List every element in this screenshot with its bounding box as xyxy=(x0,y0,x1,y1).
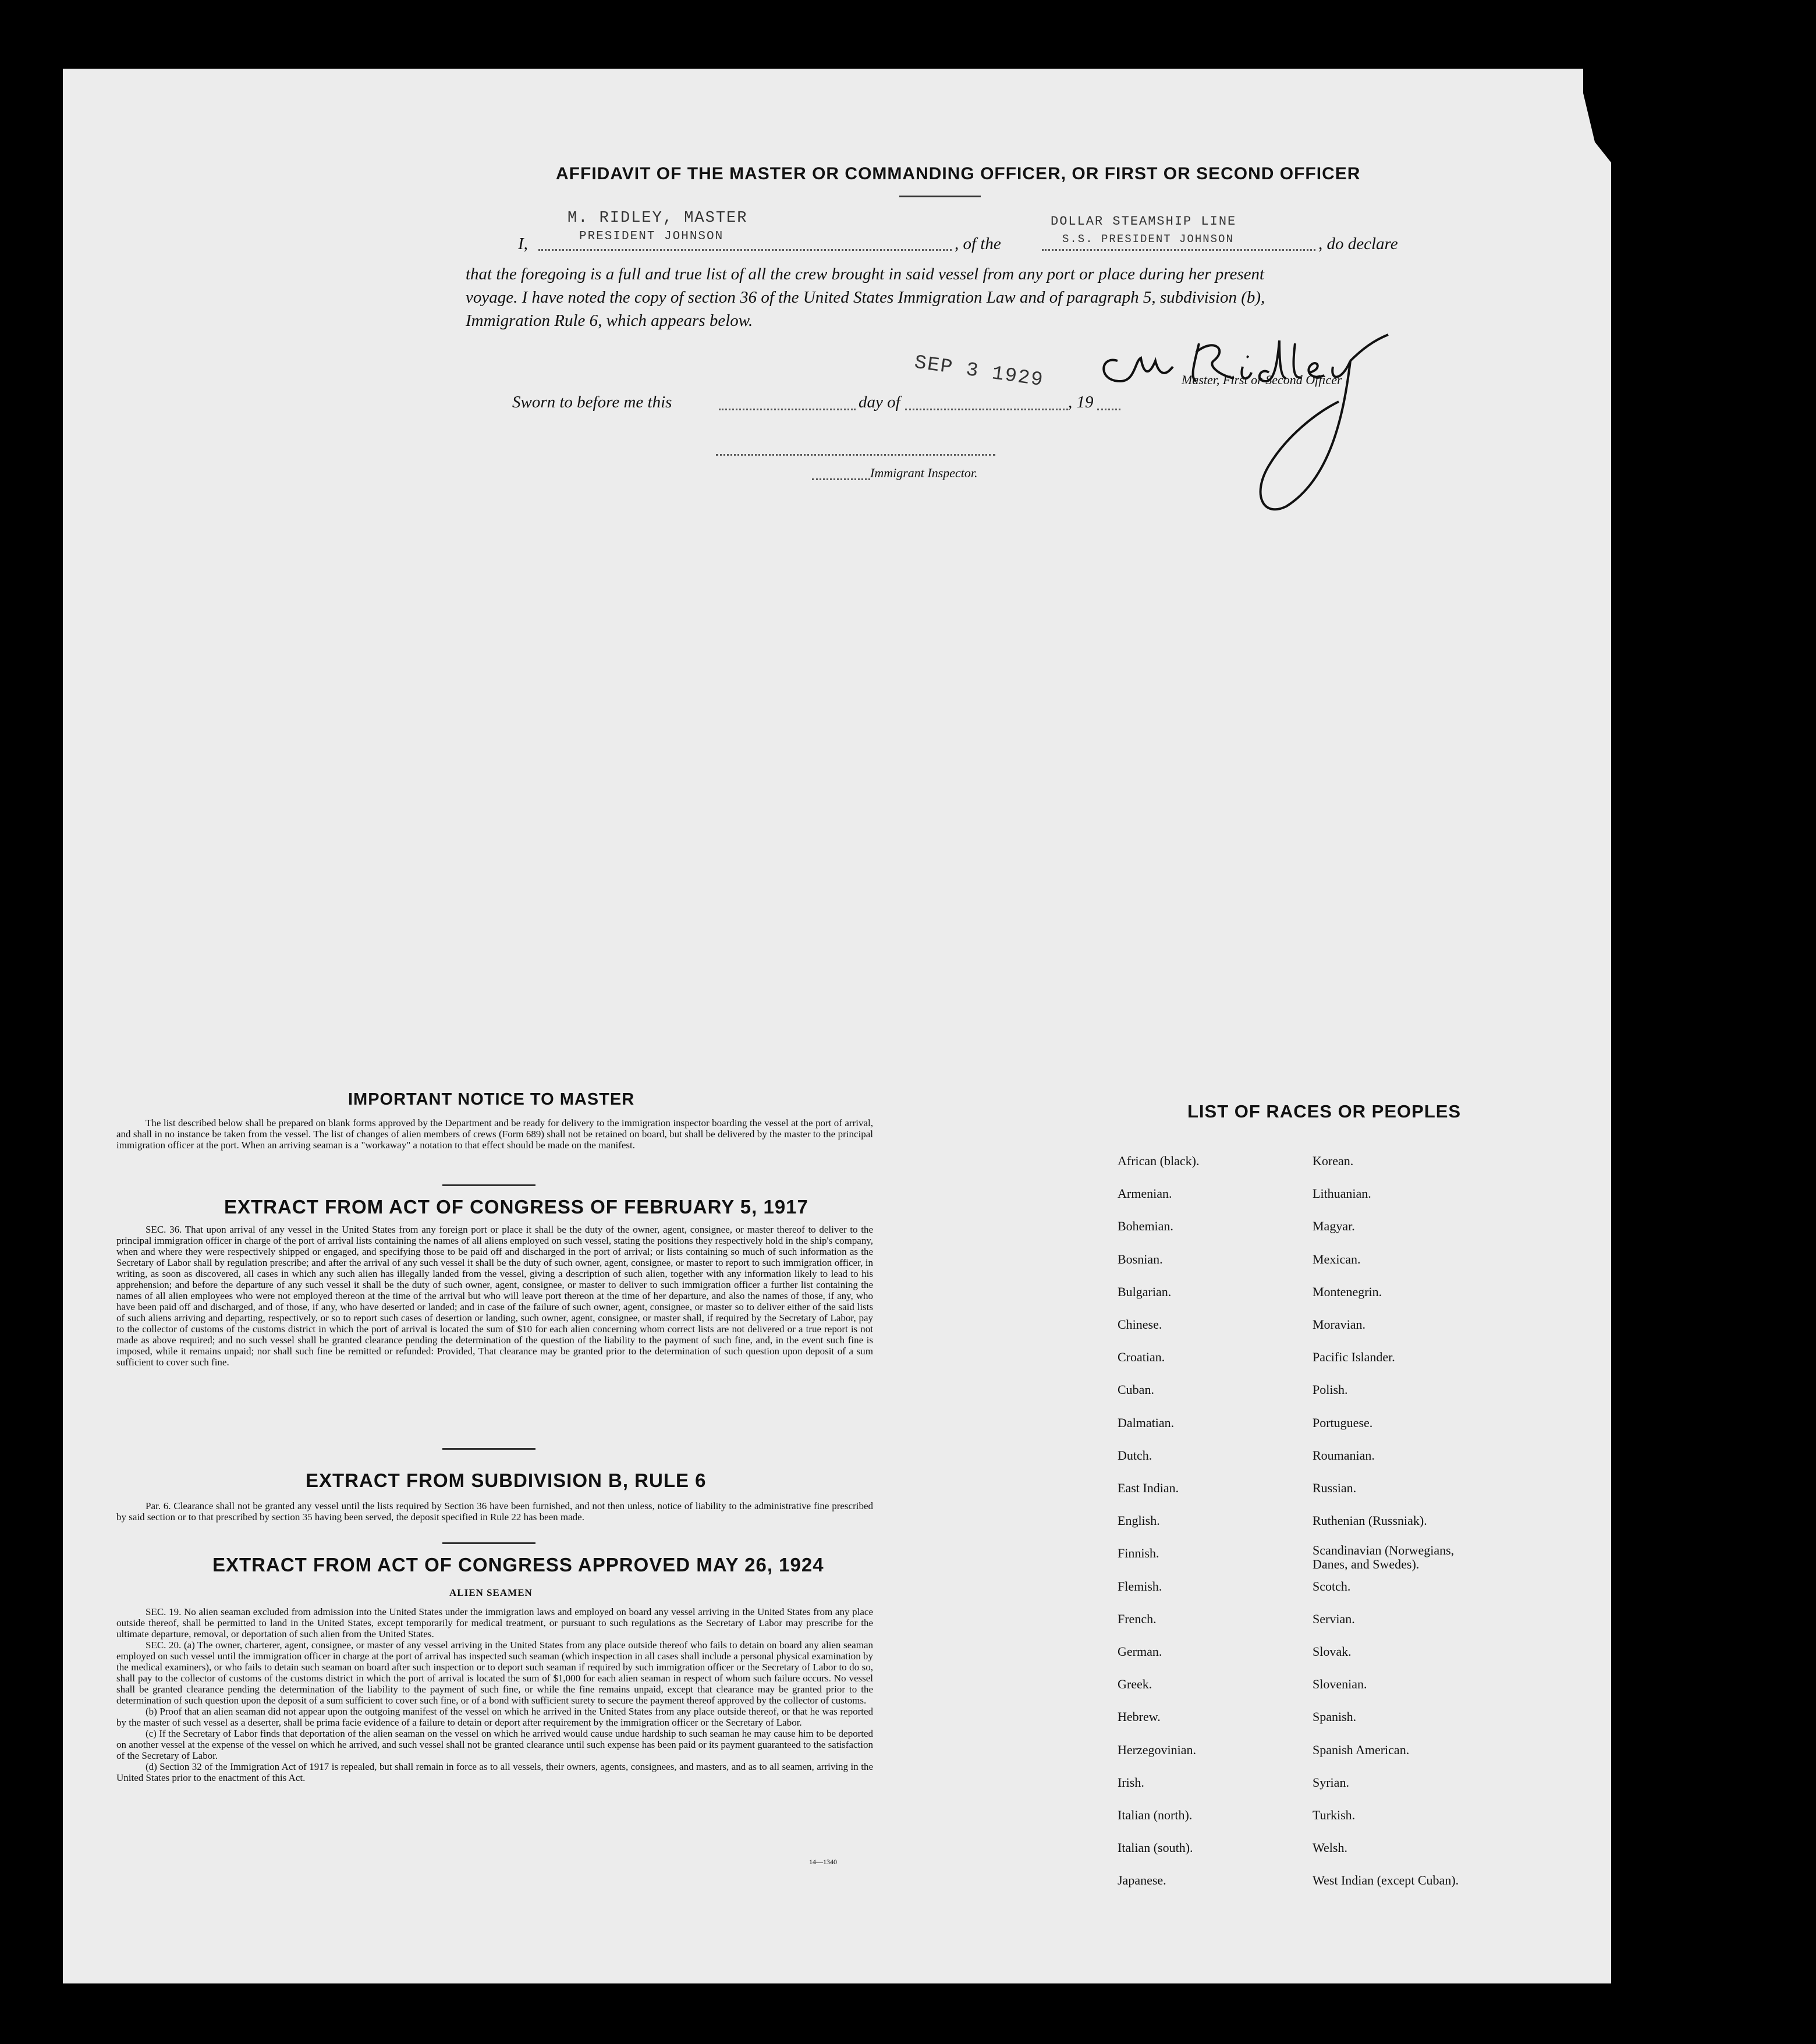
race-item: Chinese. xyxy=(1118,1317,1162,1332)
sworn-text: Sworn to before me this xyxy=(512,393,672,411)
month-blank xyxy=(905,409,1068,410)
race-item: Hebrew. xyxy=(1118,1709,1161,1724)
race-item: Cuban. xyxy=(1118,1382,1154,1397)
race-item: Lithuanian. xyxy=(1313,1186,1371,1201)
binder-hole xyxy=(1717,1778,1739,1804)
race-item: Polish. xyxy=(1313,1382,1348,1397)
race-item: Servian. xyxy=(1313,1611,1355,1626)
race-item: Slovak. xyxy=(1313,1644,1352,1659)
year-blank xyxy=(1097,409,1120,410)
race-item: Roumanian. xyxy=(1313,1447,1375,1463)
binder-hole xyxy=(1729,666,1751,692)
sec-20c-text: (c) If the Secretary of Labor finds that deportation of the alien seaman on the vessel on which he arrived would cause undue hardship to such seaman he may cause him to be deported on another vessel at the expense of the vessel on which he arrived, and such vessel shall not be granted clearance until such expense has been paid or its payment guaranteed to the satisfaction of the Secretary of Labor. xyxy=(116,1728,873,1761)
day-blank xyxy=(719,409,856,410)
title-rule xyxy=(899,196,981,197)
race-item: Montenegrin. xyxy=(1313,1284,1382,1299)
race-item: African (black). xyxy=(1118,1154,1200,1168)
race-item: Moravian. xyxy=(1313,1317,1366,1332)
binder-hole xyxy=(1717,1694,1739,1719)
race-item: Pacific Islander. xyxy=(1313,1350,1395,1365)
race-item: Italian (south). xyxy=(1118,1840,1193,1855)
torn-corner xyxy=(1583,69,1816,313)
race-item: Armenian. xyxy=(1118,1186,1172,1201)
inspector-caption: Immigrant Inspector. xyxy=(870,466,978,480)
inspector-signature-blank xyxy=(716,454,995,456)
notice-title: IMPORTANT NOTICE TO MASTER xyxy=(348,1090,635,1109)
binder-hole xyxy=(1729,757,1751,782)
race-item: Slovenian. xyxy=(1313,1677,1367,1692)
section-rule xyxy=(442,1542,535,1544)
race-item: Dalmatian. xyxy=(1118,1415,1175,1430)
do-declare-text: , do declare xyxy=(1318,235,1398,253)
race-item: Turkish. xyxy=(1313,1808,1356,1822)
print-code: 14—1340 xyxy=(809,1858,837,1866)
affidavit-prefix: I, xyxy=(518,235,528,253)
race-item: Herzegovinian. xyxy=(1118,1742,1196,1757)
race-item: Spanish American. xyxy=(1313,1742,1410,1757)
race-item: English. xyxy=(1118,1513,1160,1528)
affidavit-body-line-3: Immigration Rule 6, which appears below. xyxy=(466,311,753,330)
race-item: Syrian. xyxy=(1313,1775,1349,1790)
affidavit-title: AFFIDAVIT OF THE MASTER OR COMMANDING OFFICER, OR FIRST OR SECOND OFFICER xyxy=(556,164,1361,183)
section-rule xyxy=(442,1448,535,1450)
signature xyxy=(1094,326,1467,524)
races-title: LIST OF RACES OR PEOPLES xyxy=(1187,1101,1462,1122)
inspector-title-blank xyxy=(812,478,870,480)
race-item: Bulgarian. xyxy=(1118,1284,1172,1299)
sec-20a-text: SEC. 20. (a) The owner, charterer, agent, consignee, or master of any vessel arriving in the United States from any place outside thereof who fails to detain on board any alien seaman employed on such vessel until the immigration officer in charge at the port of arrival has inspected such seaman (which inspection in all cases shall include a personal physical examination by the medical examiners), or who fails to detain such seaman on board after such inspection or to deport such seaman if required by such immigration officer or the Secretary of Labor to do so, shall pay to the collector of customs of the customs district in which the port of arrival is located the sum of $1,000 for each alien seaman in respect of whom such failure occurs. No vessel shall be granted clearance pending the determination of the liability to the payment of such fine, or while the fine remains unpaid, except that clearance may be granted prior to the determination of such question upon the deposit of a sum sufficient to cover such fine, or of a bond with sufficient surety to secure the payment thereof approved by the collector of customs. xyxy=(116,1640,873,1706)
name-blank xyxy=(538,249,952,251)
race-item: Dutch. xyxy=(1118,1447,1152,1463)
race-item: Finnish. xyxy=(1118,1546,1159,1561)
race-item: Ruthenian (Russniak). xyxy=(1313,1513,1427,1528)
extract-1924-body xyxy=(116,1606,873,1783)
race-item: Scandinavian (Norwegians, Danes, and Swedes). xyxy=(1313,1543,1455,1572)
race-item: Flemish. xyxy=(1118,1578,1162,1594)
race-item: Croatian. xyxy=(1118,1350,1165,1365)
ship-name-stamp: S.S. PRESIDENT JOHNSON xyxy=(1062,233,1234,246)
race-item: Italian (north). xyxy=(1118,1808,1193,1822)
race-item: Spanish. xyxy=(1313,1709,1357,1724)
date-stamp: SEP 3 1929 xyxy=(913,352,1045,392)
sec-20d-text: (d) Section 32 of the Immigration Act of 1917 is repealed, but shall remain in force as to all vessels, their owners, agents, consignees, and masters, and as to all seamen, arriving in the United States prior to the enactment of this Act. xyxy=(116,1761,873,1783)
notice-text: The list described below shall be prepared on blank forms approved by the Department and be ready for delivery to the immigration inspector boarding the vessel at the port of arrival, and shall in no instance be taken from the vessel. The list of changes of alien members of crews (Form 689) shall not be retained on board, but shall be delivered by the master to the principal immigration officer at the port. When an arriving seaman is a "workaway" a notation to that effect should be made on the manifest. xyxy=(116,1117,873,1151)
race-item: West Indian (except Cuban). xyxy=(1313,1873,1459,1888)
signature-drawing xyxy=(1094,326,1467,524)
extract-1924-title: EXTRACT FROM ACT OF CONGRESS APPROVED MAY 26, 1924 xyxy=(212,1554,824,1575)
affidavit-body-line-2: voyage. I have noted the copy of section 36 of the United States Immigration Law and of paragraph 5, subdivision (b), xyxy=(466,288,1265,307)
race-item: Magyar. xyxy=(1313,1219,1355,1234)
race-item: Mexican. xyxy=(1313,1251,1361,1266)
of-the-text: , of the xyxy=(955,235,1001,253)
signature-caption: Master, First or Second Officer xyxy=(1182,372,1342,387)
extract-1917-text: SEC. 36. That upon arrival of any vessel in the United States from any foreign port or place it shall be the duty of the owner, agent, consignee, or master thereof to deliver to the principal immigration officer in charge of the port of arrival lists containing the names of all aliens employed on such vessel, stating the positions they respectively hold in the ship's company, when and where they were respectively shipped or engaged, and specifying those to be paid off and discharged in the port of arrival; or lists containing so much of such information as the Secretary of Labor shall by regulation prescribe; and after the arrival of any such vessel it shall be the duty of such owner, agent, consignee, or master to report to such immigration officer, in writing, as soon as discovered, all cases in which any such alien has illegally landed from the vessel, giving a description of such alien, together with any information likely to lead to his apprehension; and before the departure of any such vessel it shall be the duty of such owner, agent, consignee, or master to deliver to such immigration officer a further list containing the names of all alien employees who were not employed thereon at the time of the arrival but who will leave port thereon at the time of her departure, and also the names of those, if any, who have been paid off and discharged, and of those, if any, who have deserted or landed; and in case of the failure of such owner, agent, consignee, or master so to deliver either of the said lists of such aliens arriving and departing, respectively, or so to report such cases of desertion or landing, such owner, agent, consignee, or master shall, if required by the Secretary of Labor, pay to the collector of customs of the customs district in which the port of arrival is located the sum of $10 for each alien concerning whom correct lists are not delivered or a true report is not made as above required; and no such vessel shall be granted clearance pending the determination of the question of the liability to the payment of such fine, and, in the event such fine is imposed, while it remains unpaid; nor shall such fine be remitted or refunded: Provided, That clearance may be granted prior to the determination of such question upon deposit of a sum sufficient to cover such fine. xyxy=(116,1224,873,1368)
binder-hole xyxy=(1720,1310,1742,1335)
vessel-name-stamp: PRESIDENT JOHNSON xyxy=(579,230,724,243)
extract-rule6-title: EXTRACT FROM SUBDIVISION B, RULE 6 xyxy=(306,1470,707,1491)
race-item: German. xyxy=(1118,1644,1162,1659)
race-item: Portuguese. xyxy=(1313,1415,1373,1430)
race-item: Greek. xyxy=(1118,1677,1152,1692)
race-item: Bohemian. xyxy=(1118,1219,1173,1234)
extract-1917-title: EXTRACT FROM ACT OF CONGRESS OF FEBRUARY 5, 1917 xyxy=(224,1196,808,1218)
line-blank xyxy=(1042,249,1315,251)
sec-20b-text: (b) Proof that an alien seaman did not appear upon the outgoing manifest of the vessel on which he arrived in the United States from any place outside thereof, or that he was reported by the master of such vessel as a deserter, shall be prima facie evidence of a failure to detain or deport after requirement by the immigration officer or the Secretary of Labor. xyxy=(116,1706,873,1728)
race-item: Irish. xyxy=(1118,1775,1144,1790)
line-name-stamp: DOLLAR STEAMSHIP LINE xyxy=(1051,214,1237,229)
race-item: East Indian. xyxy=(1118,1481,1179,1495)
race-item: Scotch. xyxy=(1313,1578,1351,1594)
master-name-stamp: M. RIDLEY, MASTER xyxy=(568,210,748,227)
section-rule xyxy=(442,1184,535,1186)
year-prefix: , 19 xyxy=(1068,393,1094,411)
alien-seamen-subtitle: ALIEN SEAMEN xyxy=(449,1587,533,1598)
binder-hole xyxy=(1733,372,1755,398)
race-item: Japanese. xyxy=(1118,1873,1166,1888)
extract-rule6-text: Par. 6. Clearance shall not be granted any vessel until the lists required by Section 36 have been furnished, and not then unless, notice of liability to the administrative fine prescribed by said section or to that prescribed by section 35 having been served, the deposit specified in Rule 22 has been made. xyxy=(116,1500,873,1523)
race-item: Bosnian. xyxy=(1118,1251,1163,1266)
race-item: Welsh. xyxy=(1313,1840,1347,1855)
binder-hole xyxy=(1720,1400,1742,1425)
race-item: Russian. xyxy=(1313,1481,1357,1495)
day-of-text: day of xyxy=(859,393,900,411)
sec-19-text: SEC. 19. No alien seaman excluded from admission into the United States under the immigration laws and employed on board any vessel arriving in the United States from any place outside thereof, shall be permitted to land in the United States, except temporarily for medical treatment, or pursuant to such regulations as the Secretary of Labor may prescribe for the ultimate departure, removal, or deportation of such alien from the United States. xyxy=(116,1606,873,1640)
affidavit-body-line-1: that the foregoing is a full and true list of all the crew brought in said vessel from any port or place during her present xyxy=(466,265,1265,283)
race-item: French. xyxy=(1118,1611,1157,1626)
race-item: Korean. xyxy=(1313,1154,1354,1168)
